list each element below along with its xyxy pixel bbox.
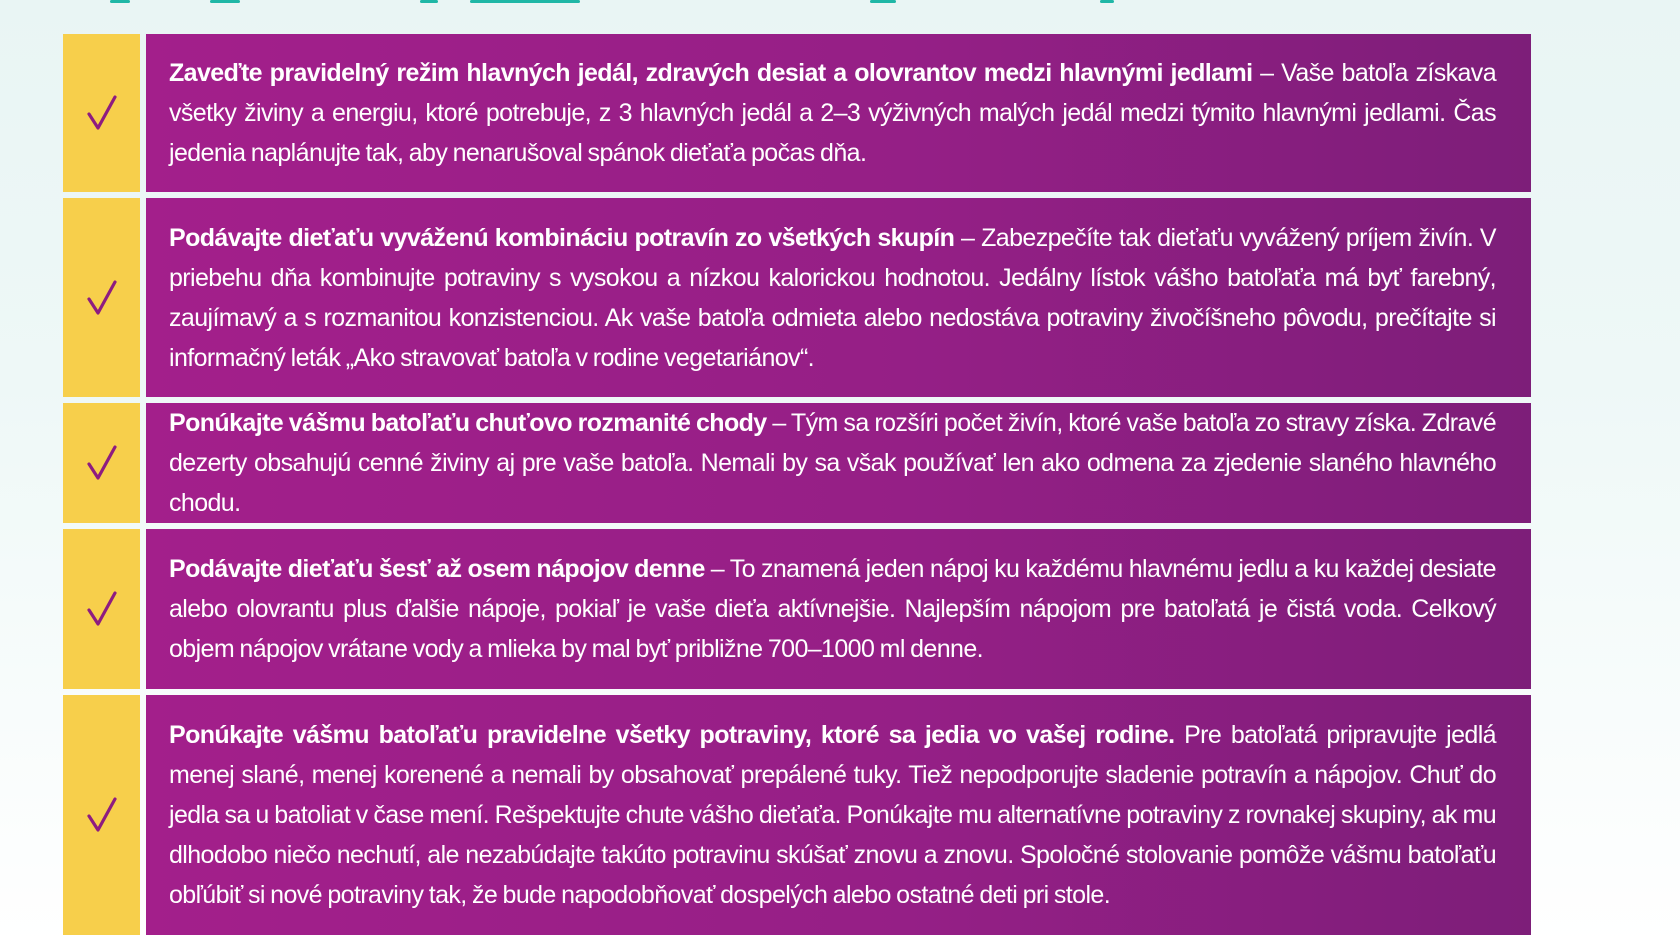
cropped-heading-fragment <box>0 0 1680 4</box>
check-cell <box>63 529 140 689</box>
checklist-row <box>63 198 1531 397</box>
checklist-row <box>63 403 1531 523</box>
tip-body: Pre batoľatá pripravujte jedlá menej slané, menej korenené a nemali by obsahovať prepálené tuky. Tiež nepodporujte sladenie potravín a nápojov. Chuť do jedla sa u batoliat v čase mení. Rešpektujte chute vášho dieťaťa. Ponúkajte mu alternatívne potraviny z rovnakej skupiny, ak mu dlhodobo niečo nechutí, ale nezabúdajte takúto potravinu skúšať znovu a znovu. Spoločné stolovanie pomôže vášmu batoľaťu obľúbiť si nové potraviny tak, že bude napodobňovať dospelých alebo ostatné deti pri stole. <box>169 721 1496 909</box>
tip-panel <box>146 403 1531 523</box>
tip-panel <box>146 695 1531 935</box>
tip-text <box>169 218 1496 378</box>
tip-text <box>169 715 1496 915</box>
tip-panel <box>146 529 1531 689</box>
tip-heading: Podávajte dieťaťu vyváženú kombináciu potravín zo všetkých skupín <box>169 223 955 252</box>
checkmark-icon <box>87 796 117 834</box>
tip-body: – Tým sa rozšíri počet živín, ktoré vaše batoľa zo stravy získa. Zdravé dezerty obsahujú cenné živiny aj pre vaše batoľa. Nemali by sa však používať len ako odmena za zjedenie slaného hlavného chodu. <box>169 409 1496 517</box>
tip-panel <box>146 198 1531 397</box>
tip-heading: Zaveďte pravidelný režim hlavných jedál, zdravých desiat a olovrantov medzi hlavnými jedlami <box>169 59 1253 87</box>
checkmark-icon <box>87 590 117 628</box>
tip-text <box>169 549 1496 669</box>
tip-heading: Ponúkajte vášmu batoľaťu pravidelne všetky potraviny, ktoré sa jedia vo vašej rodine. <box>169 721 1175 749</box>
checkmark-icon <box>87 94 117 132</box>
tip-body: – Vaše batoľa získava všetky živiny a energiu, ktoré potrebuje, z 3 hlavných jedál a 2–3 výživných malých jedál medzi týmito hlavnými jedlami. Čas jedenia naplánujte tak, aby nenarušoval spánok dieťaťa počas dňa. <box>169 59 1496 167</box>
check-cell <box>63 34 140 192</box>
checklist-row <box>63 529 1531 689</box>
tip-body: – To znamená jeden nápoj ku každému hlavnému jedlu a ku každej desiate alebo olovrantu plus ďalšie nápoje, pokiaľ je vaše dieťa aktívnejšie. Najlepším nápojom pre batoľatá je čistá voda. Celkový objem nápojov vrátane vody a mlieka by mal byť približne 700–1000 ml denne. <box>169 555 1496 663</box>
tip-body: – Zabezpečíte tak dieťaťu vyvážený príjem živín. V priebehu dňa kombinujte potraviny s vysokou a nízkou kalorickou hodnotou. Jedálny lístok vášho batoľaťa má byť farebný, zaujímavý a s rozmanitou konzistenciou. Ak vaše batoľa odmieta alebo nedostáva potraviny živočíšneho pôvodu, prečítajte si informačný leták „Ako stravovať batoľa v rodine vegetariánov“. <box>169 223 1496 372</box>
checkmark-icon <box>87 444 117 482</box>
check-cell <box>63 695 140 935</box>
tips-checklist <box>63 34 1531 941</box>
tip-heading: Ponúkajte vášmu batoľaťu chuťovo rozmanité chody <box>169 409 767 437</box>
check-cell <box>63 198 140 397</box>
tip-heading: Podávajte dieťaťu šesť až osem nápojov denne <box>169 555 705 583</box>
checklist-row <box>63 34 1531 192</box>
tip-text <box>169 53 1496 173</box>
tip-panel <box>146 34 1531 192</box>
tip-text <box>169 403 1496 523</box>
check-cell <box>63 403 140 523</box>
checkmark-icon <box>87 279 117 317</box>
checklist-row <box>63 695 1531 935</box>
